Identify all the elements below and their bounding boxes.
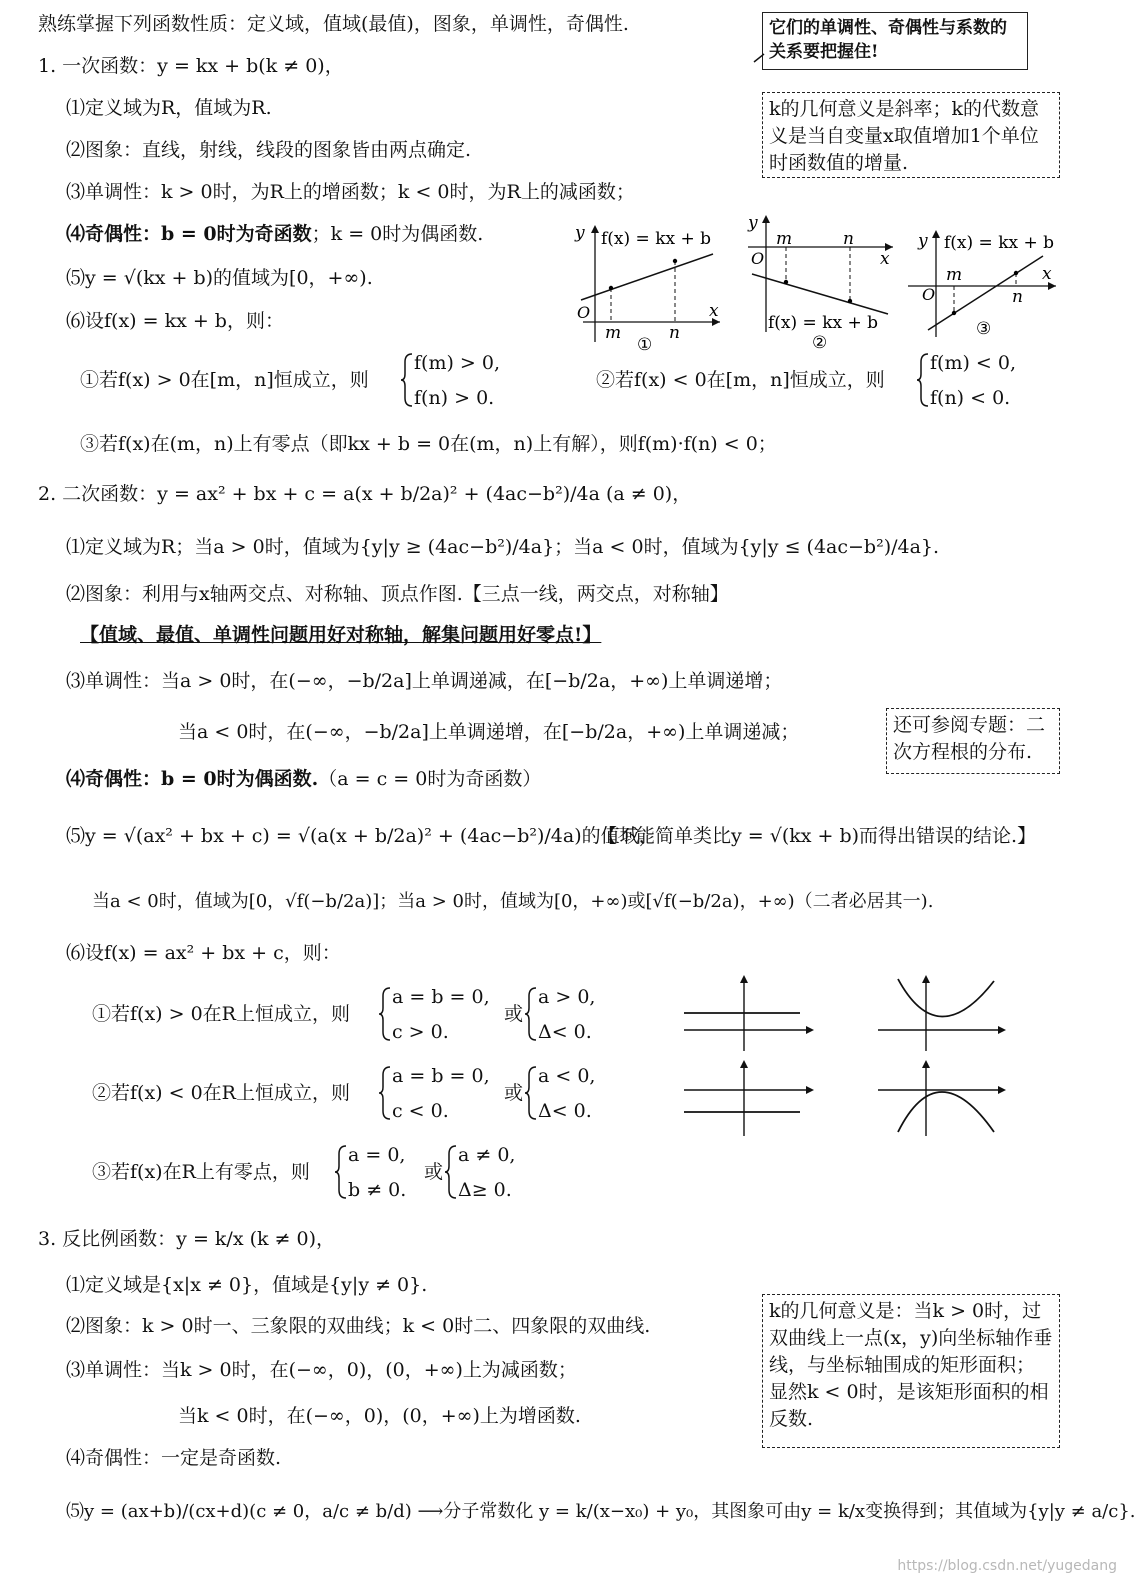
note-coefficients: 它们的单调性、奇偶性与系数的关系要把握住! bbox=[762, 12, 1028, 70]
quad-title: 2. 二次函数：y = ax² + bx + c = a(x + b/2a)² + (4ac−b²)/4a (a ≠ 0)， bbox=[38, 483, 692, 505]
fig2-point-n bbox=[848, 299, 852, 303]
quad-case-3-lead: ③若f(x)在R上有零点，则 bbox=[92, 1161, 310, 1183]
recip-monotonic-pos: ⑶单调性：当k > 0时，在(−∞，0)，(0，+∞)上为减函数； bbox=[66, 1359, 577, 1381]
linear-domain: ⑴定义域为R，值域为R. bbox=[66, 97, 272, 119]
quad-case-3-brace-2 bbox=[444, 1144, 458, 1200]
quad-case-2-b: c < 0. bbox=[392, 1100, 449, 1122]
quad-setup: ⑹设f(x) = ax² + bx + c，则： bbox=[66, 942, 341, 964]
recip-parity: ⑷奇偶性：一定是奇函数. bbox=[66, 1447, 282, 1469]
quad-case-1-a: a = b = 0, bbox=[392, 986, 490, 1008]
linear-parity-rest: ；k = 0时为偶函数. bbox=[311, 223, 484, 245]
quad-sqrt-cases: 当a < 0时，值域为[0，√f(−b/2a)]；当a > 0时，值域为[0，+∞)或[√f(−b/2a)，+∞)（二者必居其一). bbox=[92, 891, 934, 912]
quad-monotonic-neg: 当a < 0时，在(−∞，−b/2a]上单调递增，在[−b/2a，+∞)上单调递减； bbox=[178, 721, 800, 743]
sketch4-x-arrow bbox=[998, 1086, 1006, 1094]
linear-case-1-brace bbox=[400, 352, 414, 408]
quad-case-1-brace bbox=[378, 986, 392, 1042]
quad-graph: ⑵图象：利用与x轴两交点、对称轴、顶点作图.【三点一线，两交点，对称轴】 bbox=[66, 583, 729, 605]
linear-title: 1. 一次函数：y = kx + b(k ≠ 0)， bbox=[38, 55, 344, 77]
quad-case-1-lead: ①若f(x) > 0在R上恒成立，则 bbox=[92, 1003, 350, 1025]
sketch3-y-arrow bbox=[740, 1060, 748, 1068]
fig3-number: ③ bbox=[976, 319, 992, 339]
fig2-line bbox=[752, 274, 888, 314]
recip-graph: ⑵图象：k > 0时一、三象限的双曲线；k < 0时二、四象限的双曲线. bbox=[66, 1315, 651, 1337]
fig1-origin: O bbox=[577, 303, 591, 322]
quad-case-3-brace bbox=[334, 1144, 348, 1200]
quad-case-2-brace bbox=[378, 1065, 392, 1121]
sketch3-x-arrow bbox=[806, 1086, 814, 1094]
quad-parity bbox=[66, 767, 541, 791]
fig3-point-m bbox=[952, 311, 956, 315]
sketch-parabola-down bbox=[876, 1060, 1011, 1140]
sketch-parabola-up bbox=[876, 975, 1011, 1055]
quad-domain-range: ⑴定义域为R；当a > 0时，值域为{y|y ≥ (4ac−b²)/4a}；当a < 0时，值域为{y|y ≤ (4ac−b²)/4a}. bbox=[66, 536, 940, 558]
fig2-n-label: n bbox=[843, 229, 854, 249]
quad-case-1-d: Δ< 0. bbox=[538, 1021, 592, 1043]
note-hyperbola-area: k的几何意义是：当k > 0时，过双曲线上一点(x，y)向坐标轴作垂线，与坐标轴围成的矩形面积；显然k < 0时，是该矩形面积的相反数. bbox=[762, 1294, 1060, 1448]
linear-graph: ⑵图象：直线，射线，线段的图象皆由两点确定. bbox=[66, 139, 472, 161]
linear-setup: ⑹设f(x) = kx + b，则： bbox=[66, 310, 284, 332]
fig1-point-n bbox=[673, 259, 677, 263]
fig3-n-label: n bbox=[1012, 287, 1023, 307]
quad-case-3-d: Δ≥ 0. bbox=[458, 1179, 512, 1201]
fig2-x-label: x bbox=[880, 249, 890, 269]
linear-figure-1 bbox=[575, 222, 720, 355]
sketch-const-negative bbox=[682, 1060, 817, 1140]
quad-case-3-or: 或 bbox=[424, 1161, 444, 1183]
recip-mobius: ⑸y = (ax+b)/(cx+d)(c ≠ 0，a/c ≠ b/d) ⟶分子常数化 y = k/(x−x₀) + y₀，其图象可由y = k/x变换得到；其值域为{y|y ≠ a/c}. bbox=[66, 1501, 1136, 1522]
fig1-number: ① bbox=[637, 335, 653, 355]
fig1-x-label: x bbox=[709, 301, 719, 321]
fig2-m-label: m bbox=[776, 229, 793, 249]
quad-case-3-c: a ≠ 0, bbox=[458, 1144, 516, 1166]
quad-monotonic-pos: ⑶单调性：当a > 0时，在(−∞，−b/2a]上单调递减，在[−b/2a，+∞)上单调递增； bbox=[66, 670, 783, 692]
fig1-point-m bbox=[609, 286, 613, 290]
fig2-number: ② bbox=[812, 333, 828, 353]
fig2-y-label: y bbox=[748, 213, 758, 233]
linear-case-2-brace bbox=[916, 352, 930, 408]
quad-emphasis: 【值域、最值、单调性问题用好对称轴，解集问题用好零点!】 bbox=[80, 624, 602, 646]
watermark: https://blog.csdn.net/yugedang bbox=[897, 1558, 1117, 1574]
sketch1-y-arrow bbox=[740, 975, 748, 983]
sketch-const-positive bbox=[682, 975, 817, 1055]
quad-sqrt-note: 【不能简单类比y = √(kx + b)而得出错误的结论.】 bbox=[598, 825, 1037, 847]
quad-sqrt-range: ⑸y = √(ax² + bx + c) = √(a(x + b/2a)² + (4ac−b²)/4a)的值域， bbox=[66, 825, 658, 847]
sketch4-parabola bbox=[898, 1092, 994, 1132]
fig2-point-m bbox=[784, 280, 788, 284]
recip-domain-range: ⑴定义域是{x|x ≠ 0}，值域是{y|y ≠ 0}. bbox=[66, 1274, 428, 1296]
fig1-func-label: f(x) = kx + b bbox=[601, 229, 712, 249]
fig3-point-n bbox=[1014, 271, 1018, 275]
note-root-distribution: 还可参阅专题：二次方程根的分布. bbox=[886, 708, 1060, 774]
quad-case-1-b: c > 0. bbox=[392, 1021, 449, 1043]
linear-parity bbox=[66, 222, 483, 246]
linear-case-2-a: f(m) < 0, bbox=[930, 352, 1017, 374]
note-slope: k的几何意义是斜率；k的代数意义是当自变量x取值增加1个单位时函数值的增量. bbox=[762, 92, 1060, 178]
sketch4-y-arrow bbox=[922, 1060, 930, 1068]
fig2-origin: O bbox=[751, 249, 765, 268]
linear-sqrt-range: ⑸y = √(kx + b)的值域为[0，+∞). bbox=[66, 267, 373, 289]
fig1-m-label: m bbox=[605, 323, 622, 343]
fig2-y-arrow bbox=[762, 215, 770, 223]
fig3-m-label: m bbox=[946, 265, 963, 285]
fig1-y-label: y bbox=[575, 223, 585, 243]
quad-case-3-a: a = 0, bbox=[348, 1144, 406, 1166]
quad-case-2-lead: ②若f(x) < 0在R上恒成立，则 bbox=[92, 1082, 350, 1104]
linear-figure-2 bbox=[748, 212, 898, 353]
quad-parity-bold: ⑷奇偶性：b = 0时为偶函数. bbox=[66, 768, 319, 790]
note-corner-mark bbox=[752, 52, 782, 72]
sketch2-x-arrow bbox=[998, 1026, 1006, 1034]
quad-case-1-brace-2 bbox=[524, 986, 538, 1042]
linear-case-3: ③若f(x)在(m，n)上有零点（即kx + b = 0在(m，n)上有解），则f(m)·f(n) < 0； bbox=[80, 433, 777, 455]
quad-case-2-or: 或 bbox=[504, 1082, 524, 1104]
linear-case-1-a: f(m) > 0, bbox=[414, 352, 501, 374]
fig3-x-label: x bbox=[1042, 264, 1052, 284]
linear-monotonic: ⑶单调性：k > 0时，为R上的增函数；k < 0时，为R上的减函数； bbox=[66, 181, 635, 203]
quad-case-1-or: 或 bbox=[504, 1003, 524, 1025]
fig3-y-label: y bbox=[918, 231, 928, 251]
intro-line: 熟练掌握下列函数性质：定义域，值域(最值)，图象，单调性，奇偶性. bbox=[38, 13, 629, 35]
quad-case-2-c: a < 0, bbox=[538, 1065, 596, 1087]
quad-case-1-c: a > 0, bbox=[538, 986, 596, 1008]
linear-case-2-lead: ②若f(x) < 0在[m，n]恒成立，则 bbox=[596, 369, 885, 391]
fig1-line bbox=[581, 254, 713, 300]
quad-case-2-d: Δ< 0. bbox=[538, 1100, 592, 1122]
quad-case-2-a: a = b = 0, bbox=[392, 1065, 490, 1087]
fig1-n-label: n bbox=[669, 323, 680, 343]
fig1-y-arrow bbox=[591, 225, 599, 233]
fig3-y-arrow bbox=[932, 230, 940, 238]
recip-title: 3. 反比例函数：y = k/x (k ≠ 0)， bbox=[38, 1228, 335, 1250]
fig2-func-label: f(x) = kx + b bbox=[768, 313, 879, 333]
quad-parity-rest: （a = c = 0时为奇函数） bbox=[318, 768, 542, 790]
sketch2-y-arrow bbox=[922, 975, 930, 983]
linear-case-2-b: f(n) < 0. bbox=[930, 387, 1011, 409]
fig3-func-label: f(x) = kx + b bbox=[944, 233, 1055, 253]
linear-figure-3 bbox=[908, 222, 1063, 352]
sketch1-x-arrow bbox=[806, 1026, 814, 1034]
quad-case-2-brace-2 bbox=[524, 1065, 538, 1121]
linear-parity-bold: ⑷奇偶性：b = 0时为奇函数 bbox=[66, 223, 312, 245]
recip-monotonic-neg: 当k < 0时，在(−∞，0)，(0，+∞)上为增函数. bbox=[178, 1405, 581, 1427]
sketch2-parabola bbox=[898, 979, 994, 1017]
linear-case-1-b: f(n) > 0. bbox=[414, 387, 495, 409]
quad-case-3-b: b ≠ 0. bbox=[348, 1179, 407, 1201]
linear-case-1-lead: ①若f(x) > 0在[m，n]恒成立，则 bbox=[80, 369, 369, 391]
fig3-origin: O bbox=[922, 285, 936, 304]
